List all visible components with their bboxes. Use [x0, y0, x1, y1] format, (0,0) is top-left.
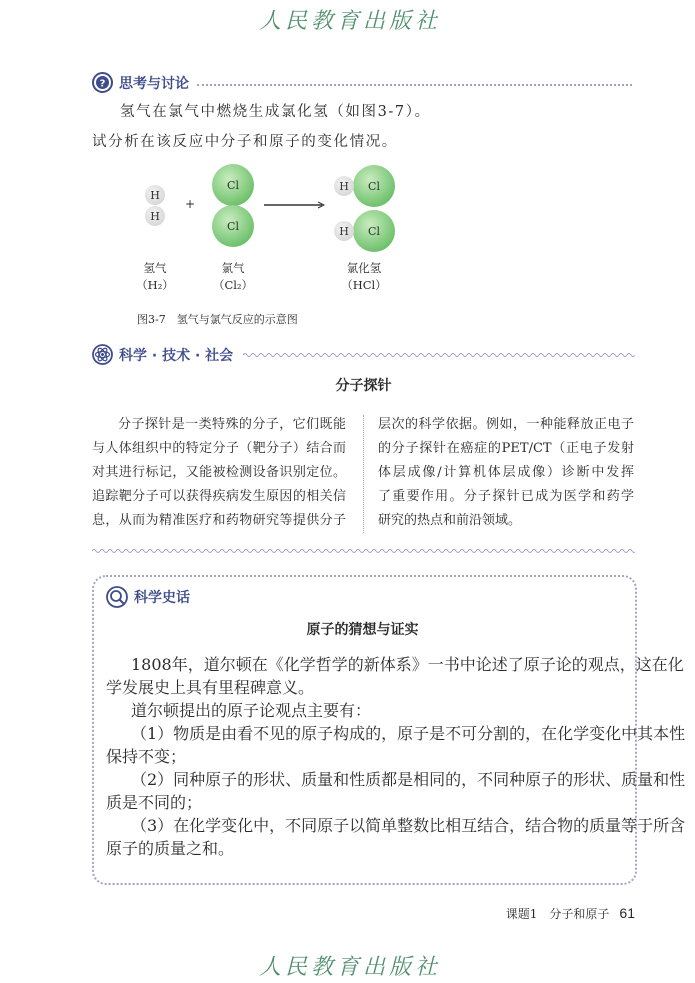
- magnifier-icon: [106, 586, 128, 608]
- publisher-watermark-bottom: 人民教育出版社: [258, 955, 441, 980]
- text-line: 原子的质量之和。: [106, 839, 235, 858]
- text-line: 追踪靶分子可以获得疾病发生原因的相关信: [92, 489, 346, 504]
- svg-text:?: ?: [99, 78, 106, 90]
- reaction-arrow-icon: [264, 200, 326, 210]
- sts-heading: 分子探针: [335, 378, 392, 394]
- page-number: 61: [619, 905, 635, 921]
- text-line: 分子探针是一类特殊的分子，它们既能: [118, 417, 346, 432]
- formula-hcl: （HCl）: [341, 278, 387, 292]
- publisher-watermark-top: 人民教育出版社: [258, 9, 441, 34]
- text-line: 体层成像/计算机体层成像）诊断中发挥: [378, 465, 634, 480]
- cl-atom: Cl: [353, 165, 395, 207]
- label-chlorine: 氯气: [221, 261, 245, 275]
- text-line: 息，从而为精准医疗和药物研究等提供分子: [92, 513, 346, 528]
- section-title: 思考与讨论: [119, 75, 189, 92]
- text-line: 道尔顿提出的原子论观点主要有：: [131, 701, 372, 720]
- sts-left-column: [92, 413, 346, 533]
- cl-atom: Cl: [212, 205, 254, 247]
- label-hydrogen: 氢气: [143, 261, 167, 275]
- sts-right-column: [378, 413, 634, 533]
- section-title: 科学史话: [134, 590, 190, 606]
- question-icon: [92, 72, 113, 93]
- h-atom: H: [145, 206, 165, 226]
- wavy-divider: [92, 548, 635, 554]
- h-atom: H: [334, 176, 354, 196]
- figure-caption: 图3-7 氢气与氯气反应的示意图: [137, 313, 298, 326]
- h-atom: H: [145, 185, 165, 205]
- think-discuss-header: [92, 72, 632, 93]
- text-line: （1）物质是由看不见的原子构成的，原子是不可分割的，在化学变化中其本性: [131, 724, 686, 743]
- section-title: 科学 · 技术 · 社会: [119, 347, 234, 364]
- text-line: 的分子探针在癌症的PET/CT（正电子发射: [378, 441, 634, 456]
- text-line: 学发展史上具有里程碑意义。: [106, 678, 315, 697]
- text-line: 对其进行标记，又能被检测设备识别定位。: [92, 465, 346, 480]
- atom-icon: [92, 344, 113, 365]
- column-divider: [363, 415, 364, 533]
- text-line: 保持不变；: [106, 747, 187, 766]
- plus-sign: +: [185, 197, 196, 211]
- sts-header: [92, 344, 635, 365]
- wavy-divider: [243, 352, 635, 358]
- history-heading: 原子的猜想与证实: [306, 622, 419, 638]
- cl-atom: Cl: [353, 210, 395, 252]
- formula-cl2: （Cl₂）: [212, 278, 254, 292]
- text-line: （3）在化学变化中，不同原子以简单整数比相互结合，结合物的质量等于所含: [131, 816, 686, 835]
- history-body: [106, 652, 686, 859]
- question-line-1: 氢气在氯气中燃烧生成氯化氢（如图3-7）。: [120, 104, 431, 120]
- text-line: 与人体组织中的特定分子（靶分子）结合而: [92, 441, 346, 456]
- h-atom: H: [334, 221, 354, 241]
- text-line: （2）同种原子的形状、质量和性质都是相同的，不同种原子的形状、质量和性: [131, 770, 686, 789]
- text-line: 质是不同的；: [106, 793, 203, 812]
- page-footer: [506, 905, 635, 922]
- dotted-divider: [197, 84, 632, 86]
- text-line: 1808年，道尔顿在《化学哲学的新体系》一书中论述了原子论的观点，这在化: [131, 655, 684, 674]
- chapter-label: 课题1 分子和原子: [505, 907, 610, 921]
- label-hcl: 氯化氢: [346, 261, 382, 275]
- question-line-2: 试分析在该反应中分子和原子的变化情况。: [92, 134, 398, 150]
- text-line: 了重要作用。分子探针已成为医学和药学: [378, 489, 634, 504]
- text-line: 层次的科学依据。例如，一种能释放正电子: [378, 417, 634, 432]
- cl-atom: Cl: [212, 164, 254, 206]
- history-header: [106, 586, 190, 608]
- text-line: 研究的热点和前沿领域。: [378, 513, 522, 528]
- formula-h2: （H₂）: [136, 278, 174, 292]
